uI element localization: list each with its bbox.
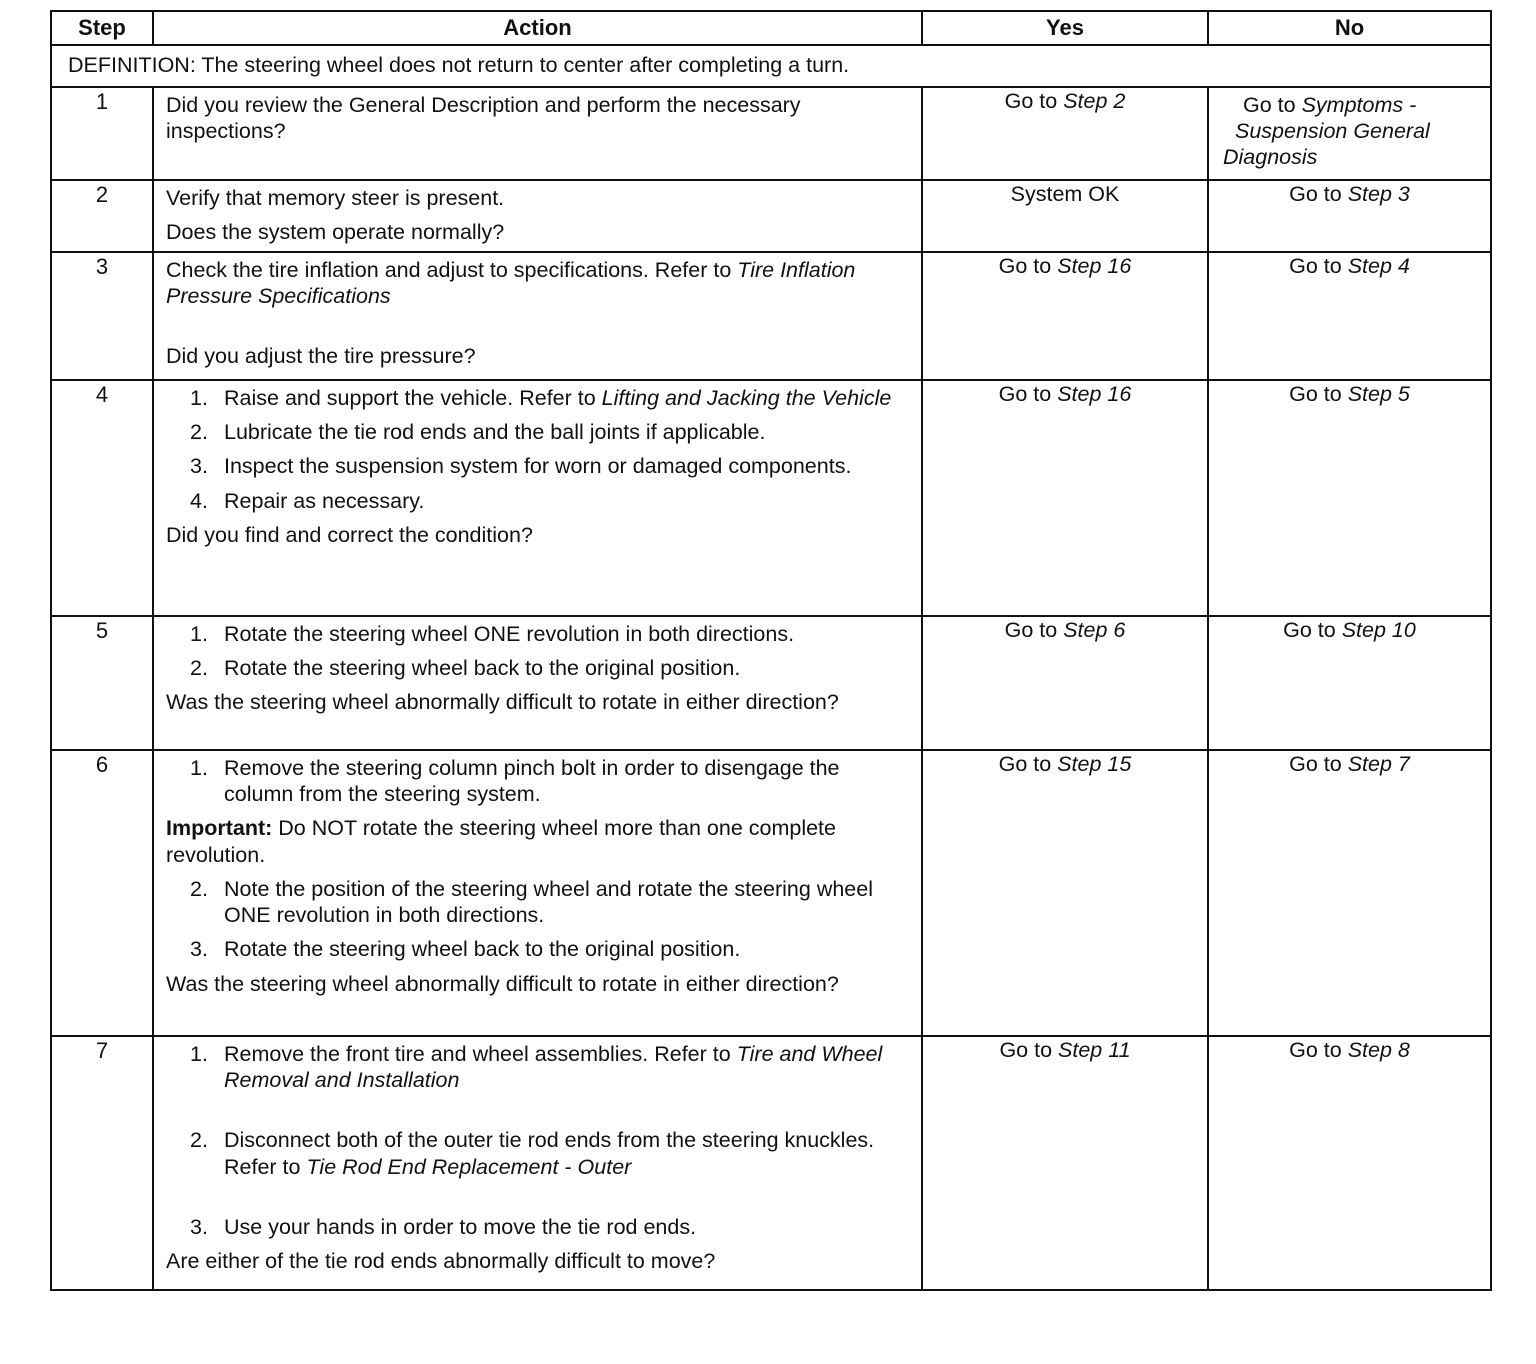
list-item (190, 453, 911, 479)
no-link[interactable]: Step 7 (1347, 752, 1410, 776)
header-yes: Yes (922, 11, 1208, 45)
no-cell (1208, 616, 1491, 750)
question-text: Are either of the tie rod ends abnormally difficult to move? (166, 1249, 716, 1274)
header-step: Step (51, 11, 153, 45)
question-text: Was the steering wheel abnormally difficult to rotate in either direction? (166, 971, 839, 996)
list-item (190, 419, 911, 445)
yes-cell (922, 616, 1208, 750)
go-to-label: Go to (999, 1038, 1053, 1062)
item-number: 1. (190, 756, 208, 780)
item-number: 1. (190, 386, 208, 410)
action-cell (153, 180, 922, 252)
table-row (51, 1036, 1491, 1290)
reference-link[interactable]: Lifting and Jacking the Vehicle (601, 386, 892, 410)
yes-cell (922, 750, 1208, 1036)
list-item (190, 1127, 911, 1179)
instruction-text: Verify that memory steer is present. (166, 186, 505, 210)
item-number: 2. (190, 656, 208, 681)
go-to-label: Go to (1289, 1038, 1342, 1062)
table-row (51, 750, 1491, 1036)
yes-link[interactable]: Step 16 (1057, 254, 1132, 278)
list-item (190, 488, 911, 514)
item-number: 1. (190, 1042, 208, 1066)
step-number: 1 (51, 87, 153, 180)
table-row (51, 180, 1491, 252)
go-to-label: Go to (998, 752, 1052, 776)
no-cell (1208, 180, 1491, 252)
yes-cell (922, 87, 1208, 180)
item-text: Rotate the steering wheel back to the original position. (224, 937, 741, 962)
no-cell (1208, 380, 1491, 616)
go-to-label: Go to (1283, 618, 1336, 642)
no-cell (1208, 750, 1491, 1036)
step-number: 6 (51, 750, 153, 1036)
go-to-label: Go to (1289, 752, 1342, 776)
item-text: Remove the front tire and wheel assemblies. Refer to (224, 1042, 731, 1066)
no-cell (1208, 87, 1491, 180)
action-cell (153, 616, 922, 750)
table-row (51, 87, 1491, 180)
go-to-label: Go to (998, 382, 1052, 406)
question-text: Did you find and correct the condition? (166, 522, 533, 547)
item-text: Repair as necessary. (224, 488, 425, 513)
step-number: 3 (51, 252, 153, 380)
go-to-label: Go to (1289, 254, 1342, 278)
table-row (51, 616, 1491, 750)
definition-row (51, 45, 1491, 87)
list-item (190, 755, 911, 807)
no-cell (1208, 252, 1491, 380)
item-number: 4. (190, 488, 208, 513)
no-link[interactable]: Step 5 (1347, 382, 1410, 406)
go-to-label: Go to (1289, 182, 1342, 206)
yes-link[interactable]: Step 2 (1063, 89, 1126, 113)
yes-cell (922, 252, 1208, 380)
go-to-label: Go to (1243, 93, 1296, 117)
yes-link[interactable]: Step 6 (1063, 618, 1126, 642)
item-text: Inspect the suspension system for worn or damaged components. (224, 454, 852, 479)
item-number: 1. (190, 622, 208, 646)
yes-cell (922, 380, 1208, 616)
no-link[interactable]: Step 4 (1347, 254, 1410, 278)
item-number: 3. (190, 1214, 208, 1239)
header-no: No (1208, 11, 1491, 45)
header-row (51, 11, 1491, 45)
definition-text: DEFINITION: The steering wheel does not return to center after completing a turn. (51, 45, 1491, 87)
action-cell (153, 252, 922, 380)
no-link[interactable]: Symptoms - (1301, 93, 1417, 117)
yes-link[interactable]: Step 16 (1057, 382, 1132, 406)
header-action: Action (153, 11, 922, 45)
go-to-label: Go to (1004, 89, 1058, 113)
list-item (190, 1214, 911, 1240)
no-cell (1208, 1036, 1491, 1290)
item-number: 2. (190, 420, 208, 445)
reference-link[interactable]: Tire and Wheel Removal and Installation (224, 1042, 883, 1093)
important-note (166, 815, 911, 867)
diagnostic-table (50, 10, 1492, 1291)
action-cell (153, 380, 922, 616)
item-text: Disconnect both of the outer tie rod ends from the steering knuckles. Refer to (224, 1128, 875, 1179)
step-number: 4 (51, 380, 153, 616)
item-text: Note the position of the steering wheel and rotate the steering wheel ONE revolution in both directions. (224, 876, 873, 928)
question-text: Does the system operate normally? (166, 220, 505, 245)
important-label: Important: (166, 816, 273, 841)
list-item (190, 621, 911, 647)
item-number: 2. (190, 876, 208, 901)
item-number: 3. (190, 454, 208, 479)
item-text: Remove the steering column pinch bolt in order to disengage the column from the steering system. (224, 756, 840, 807)
go-to-label: Go to (1004, 618, 1058, 642)
instruction-text (166, 257, 911, 309)
table-row (51, 252, 1491, 380)
yes-link[interactable]: Step 11 (1058, 1038, 1131, 1062)
list-item (190, 385, 911, 411)
action-cell (153, 87, 922, 180)
list-item (190, 876, 911, 928)
reference-link[interactable]: Tie Rod End Replacement - Outer (306, 1154, 632, 1179)
step-number: 2 (51, 180, 153, 252)
step-number: 5 (51, 616, 153, 750)
go-to-label: Go to (998, 254, 1052, 278)
item-number: 2. (190, 1128, 208, 1153)
table-row (51, 380, 1491, 616)
instruction-plain: Check the tire inflation and adjust to specifications. Refer to (166, 258, 732, 282)
go-to-label: Go to (1289, 382, 1342, 406)
list-item (190, 1041, 911, 1093)
action-cell (153, 1036, 922, 1290)
yes-cell (922, 1036, 1208, 1290)
item-text: Use your hands in order to move the tie rod ends. (224, 1214, 697, 1239)
step-number: 7 (51, 1036, 153, 1290)
important-text: Do NOT rotate the steering wheel more than one complete revolution. (166, 816, 836, 867)
no-link-cont[interactable]: Suspension General (1235, 119, 1430, 144)
item-number: 3. (190, 937, 208, 962)
no-link[interactable]: Step 3 (1347, 182, 1410, 206)
item-text: Rotate the steering wheel back to the original position. (224, 656, 741, 681)
question-text: Was the steering wheel abnormally difficult to rotate in either direction? (166, 690, 839, 715)
list-item (190, 655, 911, 681)
yes-link[interactable]: Step 15 (1057, 752, 1132, 776)
reference-link[interactable]: Tire Inflation Pressure Specifications (166, 258, 856, 309)
list-item (190, 936, 911, 962)
action-cell (153, 750, 922, 1036)
item-text: Raise and support the vehicle. Refer to (224, 386, 596, 410)
no-link-cont[interactable]: Diagnosis (1223, 145, 1318, 170)
item-text: Rotate the steering wheel ONE revolution in both directions. (224, 622, 795, 646)
question-text: Did you adjust the tire pressure? (166, 344, 476, 369)
yes-result: System OK (1010, 182, 1120, 206)
yes-cell (922, 180, 1208, 252)
item-text: Lubricate the tie rod ends and the ball joints if applicable. (224, 420, 766, 445)
no-link[interactable]: Step 10 (1341, 618, 1416, 642)
no-link[interactable]: Step 8 (1347, 1038, 1410, 1062)
question-text: Did you review the General Description and perform the necessary inspections? (166, 93, 801, 144)
